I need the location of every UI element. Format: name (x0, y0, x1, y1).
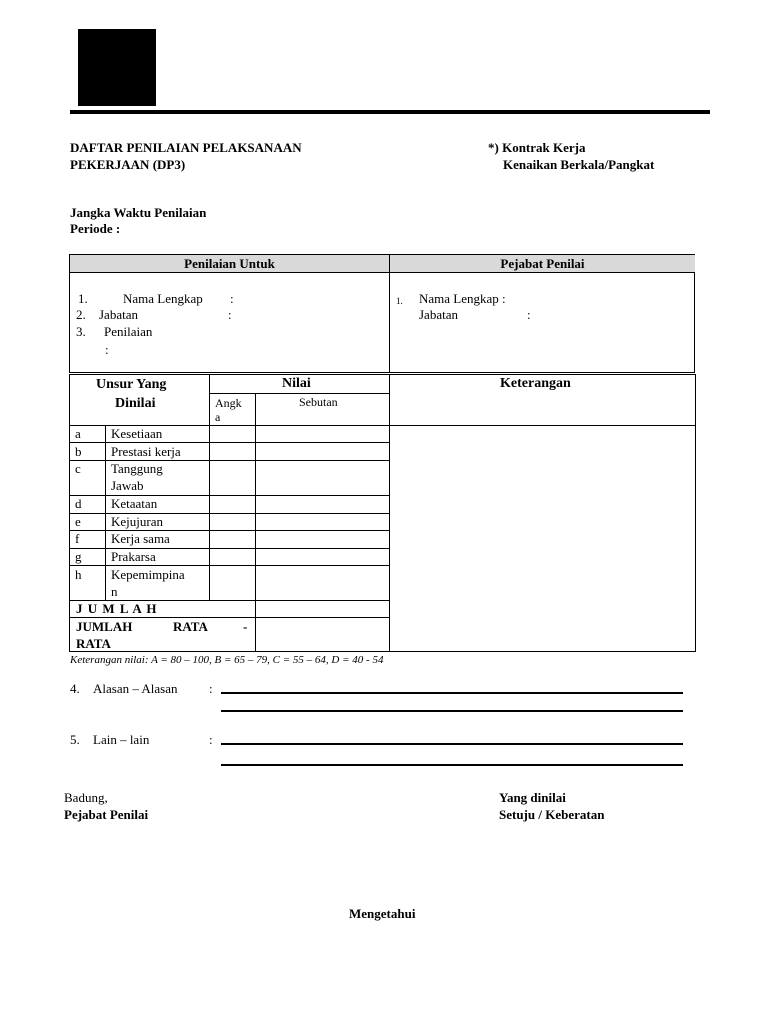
colon: : (230, 291, 234, 306)
jabatan-label: Jabatan (99, 307, 138, 322)
row-divider (70, 617, 389, 618)
row-name: Ketaatan (111, 496, 158, 511)
item-number: 3. (76, 324, 86, 339)
row-name: Kepemimpina (111, 567, 185, 582)
agreement-label: Setuju / Keberatan (499, 807, 605, 822)
row-letter: g (75, 549, 82, 564)
item-number: 2. (76, 307, 86, 322)
row-name: Prakarsa (111, 549, 156, 564)
col-divider (255, 601, 256, 651)
lain-lain-label: Lain – lain (93, 732, 150, 747)
alasan-line[interactable] (221, 710, 683, 712)
jumlah-rata-label-line2: RATA (76, 636, 111, 651)
evaluation-table (69, 374, 696, 652)
alasan-label: Alasan – Alasan (93, 681, 178, 696)
evaluation-info-table (69, 254, 695, 373)
pejabat-penilai-header: Pejabat Penilai (390, 255, 695, 273)
nama-lengkap-label: Nama Lengkap (123, 291, 203, 306)
jumlah-label: J U M L A H (76, 601, 158, 616)
nama-lengkap-label: Nama Lengkap : (419, 291, 506, 306)
row-name: Kerja sama (111, 531, 170, 546)
row-divider (70, 442, 389, 443)
row-divider (209, 393, 389, 394)
item-number: 4. (70, 681, 80, 696)
row-name: Kejujuran (111, 514, 163, 529)
penilaian-untuk-header: Penilaian Untuk (70, 255, 389, 273)
unsur-header-line2: Dinilai (115, 396, 156, 411)
row-name: Tanggung (111, 461, 163, 476)
col-divider (389, 375, 390, 651)
row-name: Kesetiaan (111, 426, 163, 441)
row-letter: e (75, 514, 81, 529)
jumlah-rata-dash: - (243, 619, 248, 634)
col-divider (209, 375, 210, 601)
item-number: 5. (70, 732, 80, 747)
item-number: 1. (396, 296, 403, 306)
penilaian-label: Penilaian (104, 324, 153, 339)
colon: : (209, 732, 213, 747)
row-letter: c (75, 461, 81, 476)
row-divider (70, 425, 696, 426)
jumlah-rata-label: JUMLAH (76, 619, 133, 634)
angka-header: Angk (215, 396, 242, 410)
item-number: 1. (78, 291, 88, 306)
lain-lain-line[interactable] (221, 764, 683, 766)
top-table-divider (389, 255, 390, 372)
pejabat-penilai-signature: Pejabat Penilai (64, 807, 149, 822)
jumlah-rata-label: RATA (173, 619, 208, 634)
colon: : (105, 342, 109, 357)
colon: : (527, 307, 531, 322)
logo (78, 29, 156, 106)
row-name: Prestasi kerja (111, 444, 181, 459)
mengetahui-label: Mengetahui (349, 906, 416, 921)
keterangan-header: Keterangan (500, 376, 571, 391)
colon: : (209, 681, 213, 696)
location-label: Badung, (64, 790, 108, 805)
lain-lain-line[interactable] (221, 743, 683, 745)
yang-dinilai-label: Yang dinilai (499, 790, 566, 805)
unsur-header: Unsur Yang (96, 377, 167, 392)
row-name-line2: Jawab (111, 478, 144, 493)
header-rule (70, 110, 710, 114)
alasan-line[interactable] (221, 692, 683, 694)
form-title-line1: DAFTAR PENILAIAN PELAKSANAAN (70, 140, 302, 155)
grade-legend: Keterangan nilai: A = 80 – 100, B = 65 – 79, C = 55 – 64, D = 40 - 54 (70, 654, 384, 666)
jabatan-label: Jabatan (419, 307, 458, 322)
contract-type-line1: *) Kontrak Kerja (488, 140, 586, 155)
row-letter: d (75, 496, 82, 511)
row-letter: h (75, 567, 82, 582)
row-letter: f (75, 531, 80, 546)
period-value-label: Periode : (70, 221, 121, 236)
angka-header-line2: a (215, 410, 221, 424)
form-title-line2: PEKERJAAN (DP3) (70, 157, 186, 172)
colon: : (228, 307, 232, 322)
contract-type-line2: Kenaikan Berkala/Pangkat (503, 157, 655, 172)
row-letter: a (75, 426, 81, 441)
row-letter: b (75, 444, 82, 459)
row-divider (70, 565, 389, 566)
sebutan-header: Sebutan (299, 395, 338, 409)
row-name-line2: n (111, 584, 118, 599)
period-label: Jangka Waktu Penilaian (70, 205, 207, 220)
nilai-header: Nilai (282, 376, 311, 391)
